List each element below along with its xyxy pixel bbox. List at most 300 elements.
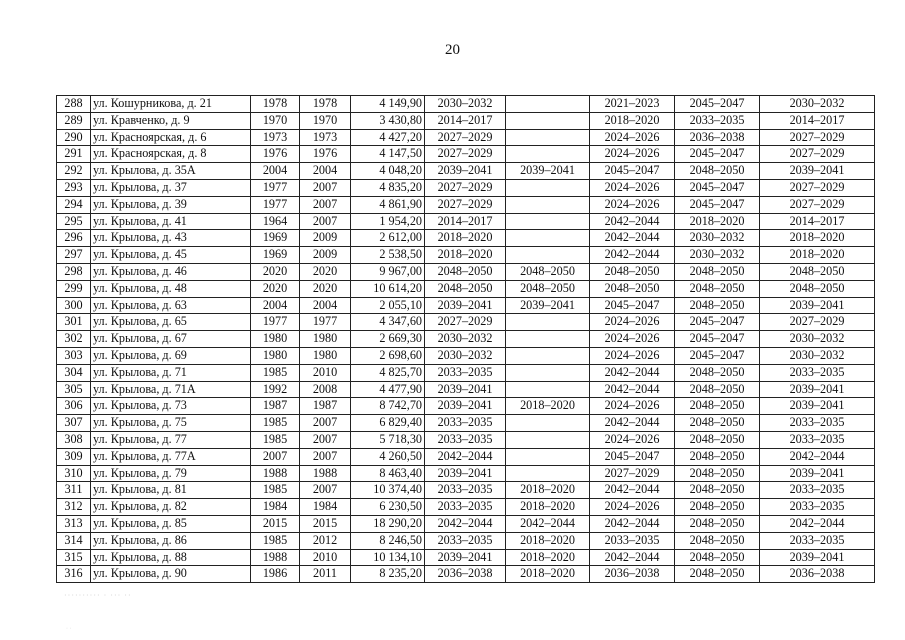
cell-period-systems: 2048–2050 [675, 163, 760, 180]
cell-year-commissioned: 1988 [300, 465, 351, 482]
cell-address: ул. Крылова, д. 73 [91, 398, 251, 415]
cell-period-elevator [506, 129, 590, 146]
cell-year-commissioned: 2010 [300, 364, 351, 381]
cell-period-elevator [506, 247, 590, 264]
cell-year-commissioned: 2007 [300, 482, 351, 499]
cell-period-roof: 2030–2032 [425, 347, 506, 364]
cell-year-commissioned: 2015 [300, 515, 351, 532]
table-row [57, 112, 875, 129]
cell-floor-area: 10 134,10 [351, 549, 425, 566]
cell-year-built: 2020 [251, 280, 300, 297]
cell-period-systems: 2048–2050 [675, 566, 760, 583]
cell-floor-area: 8 235,20 [351, 566, 425, 583]
table-row [57, 297, 875, 314]
cell-period-overall: 2027–2029 [760, 196, 875, 213]
cell-year-commissioned: 2007 [300, 448, 351, 465]
cell-address: ул. Красноярская, д. 8 [91, 146, 251, 163]
cell-period-elevator [506, 448, 590, 465]
cell-row-number: 296 [57, 230, 91, 247]
cell-period-systems: 2048–2050 [675, 515, 760, 532]
cell-period-roof: 2039–2041 [425, 297, 506, 314]
cell-address: ул. Крылова, д. 63 [91, 297, 251, 314]
cell-period-overall: 2030–2032 [760, 331, 875, 348]
cell-period-facade: 2042–2044 [590, 364, 675, 381]
cell-period-roof: 2033–2035 [425, 482, 506, 499]
cell-floor-area: 6 230,50 [351, 499, 425, 516]
cell-period-overall: 2039–2041 [760, 465, 875, 482]
cell-floor-area: 10 374,40 [351, 482, 425, 499]
cell-year-built: 1987 [251, 398, 300, 415]
cell-period-roof: 2027–2029 [425, 179, 506, 196]
cell-year-built: 2007 [251, 448, 300, 465]
cell-year-built: 1969 [251, 230, 300, 247]
cell-address: ул. Крылова, д. 46 [91, 263, 251, 280]
cell-period-elevator: 2048–2050 [506, 263, 590, 280]
housing-registry-table [56, 95, 875, 583]
cell-floor-area: 8 742,70 [351, 398, 425, 415]
cell-period-facade: 2045–2047 [590, 163, 675, 180]
cell-floor-area: 2 698,60 [351, 347, 425, 364]
cell-period-elevator [506, 179, 590, 196]
cell-year-commissioned: 2009 [300, 230, 351, 247]
cell-period-overall: 2030–2032 [760, 96, 875, 113]
cell-period-facade: 2045–2047 [590, 448, 675, 465]
cell-period-systems: 2045–2047 [675, 179, 760, 196]
cell-period-overall: 2033–2035 [760, 364, 875, 381]
cell-period-systems: 2048–2050 [675, 482, 760, 499]
cell-year-built: 1985 [251, 364, 300, 381]
cell-floor-area: 2 612,00 [351, 230, 425, 247]
cell-period-systems: 2030–2032 [675, 247, 760, 264]
cell-period-elevator: 2018–2020 [506, 532, 590, 549]
cell-row-number: 311 [57, 482, 91, 499]
cell-period-systems: 2045–2047 [675, 96, 760, 113]
cell-address: ул. Крылова, д. 45 [91, 247, 251, 264]
cell-year-commissioned: 2012 [300, 532, 351, 549]
cell-period-overall: 2039–2041 [760, 398, 875, 415]
cell-year-built: 1985 [251, 431, 300, 448]
cell-address: ул. Крылова, д. 65 [91, 314, 251, 331]
cell-year-commissioned: 1973 [300, 129, 351, 146]
cell-year-commissioned: 2010 [300, 549, 351, 566]
cell-period-systems: 2030–2032 [675, 230, 760, 247]
table-row [57, 179, 875, 196]
cell-year-commissioned: 1978 [300, 96, 351, 113]
cell-period-systems: 2048–2050 [675, 549, 760, 566]
cell-period-systems: 2048–2050 [675, 381, 760, 398]
cell-address: ул. Крылова, д. 71 [91, 364, 251, 381]
cell-period-overall: 2018–2020 [760, 230, 875, 247]
cell-period-facade: 2048–2050 [590, 280, 675, 297]
cell-year-built: 1970 [251, 112, 300, 129]
cell-year-built: 1988 [251, 465, 300, 482]
cell-period-elevator [506, 314, 590, 331]
cell-period-facade: 2024–2026 [590, 398, 675, 415]
faint-footnote-mark: ·········· · ··· ·· [64, 591, 132, 600]
cell-period-roof: 2014–2017 [425, 112, 506, 129]
cell-period-overall: 2042–2044 [760, 448, 875, 465]
cell-year-built: 1984 [251, 499, 300, 516]
cell-period-facade: 2024–2026 [590, 499, 675, 516]
cell-year-built: 2004 [251, 297, 300, 314]
table-row [57, 566, 875, 583]
table-row [57, 146, 875, 163]
cell-year-commissioned: 2007 [300, 179, 351, 196]
cell-floor-area: 9 967,00 [351, 263, 425, 280]
cell-row-number: 293 [57, 179, 91, 196]
cell-period-elevator: 2018–2020 [506, 499, 590, 516]
cell-floor-area: 1 954,20 [351, 213, 425, 230]
cell-period-systems: 2045–2047 [675, 331, 760, 348]
cell-row-number: 292 [57, 163, 91, 180]
cell-period-facade: 2042–2044 [590, 515, 675, 532]
cell-period-roof: 2036–2038 [425, 566, 506, 583]
cell-address: ул. Крылова, д. 81 [91, 482, 251, 499]
cell-period-overall: 2033–2035 [760, 532, 875, 549]
cell-floor-area: 4 149,90 [351, 96, 425, 113]
cell-period-systems: 2048–2050 [675, 532, 760, 549]
cell-period-roof: 2033–2035 [425, 499, 506, 516]
cell-floor-area: 4 835,20 [351, 179, 425, 196]
cell-row-number: 315 [57, 549, 91, 566]
cell-address: ул. Крылова, д. 69 [91, 347, 251, 364]
cell-period-systems: 2036–2038 [675, 129, 760, 146]
cell-address: ул. Крылова, д. 82 [91, 499, 251, 516]
cell-period-overall: 2042–2044 [760, 515, 875, 532]
cell-period-overall: 2036–2038 [760, 566, 875, 583]
cell-period-roof: 2027–2029 [425, 196, 506, 213]
cell-period-elevator [506, 230, 590, 247]
table-row [57, 482, 875, 499]
cell-period-facade: 2042–2044 [590, 381, 675, 398]
cell-year-built: 1977 [251, 314, 300, 331]
cell-period-facade: 2048–2050 [590, 263, 675, 280]
cell-row-number: 298 [57, 263, 91, 280]
cell-year-built: 2020 [251, 263, 300, 280]
cell-period-facade: 2033–2035 [590, 532, 675, 549]
cell-row-number: 307 [57, 415, 91, 432]
cell-period-facade: 2024–2026 [590, 431, 675, 448]
cell-row-number: 302 [57, 331, 91, 348]
cell-year-commissioned: 2004 [300, 297, 351, 314]
cell-period-overall: 2014–2017 [760, 213, 875, 230]
cell-period-elevator [506, 112, 590, 129]
cell-row-number: 304 [57, 364, 91, 381]
cell-year-built: 1977 [251, 179, 300, 196]
cell-period-overall: 2027–2029 [760, 314, 875, 331]
cell-address: ул. Крылова, д. 90 [91, 566, 251, 583]
cell-year-built: 1973 [251, 129, 300, 146]
cell-floor-area: 18 290,20 [351, 515, 425, 532]
table-row [57, 347, 875, 364]
table-row [57, 280, 875, 297]
cell-period-facade: 2042–2044 [590, 549, 675, 566]
cell-period-systems: 2048–2050 [675, 415, 760, 432]
cell-floor-area: 4 048,20 [351, 163, 425, 180]
cell-period-roof: 2033–2035 [425, 431, 506, 448]
cell-row-number: 303 [57, 347, 91, 364]
cell-year-commissioned: 2007 [300, 415, 351, 432]
cell-year-commissioned: 1984 [300, 499, 351, 516]
cell-period-elevator [506, 431, 590, 448]
table-row [57, 532, 875, 549]
cell-floor-area: 4 147,50 [351, 146, 425, 163]
cell-row-number: 289 [57, 112, 91, 129]
cell-year-commissioned: 2007 [300, 431, 351, 448]
cell-period-facade: 2024–2026 [590, 347, 675, 364]
cell-period-overall: 2033–2035 [760, 482, 875, 499]
table-row [57, 263, 875, 280]
cell-period-systems: 2018–2020 [675, 213, 760, 230]
cell-row-number: 288 [57, 96, 91, 113]
cell-year-built: 1985 [251, 415, 300, 432]
cell-address: ул. Крылова, д. 88 [91, 549, 251, 566]
cell-year-commissioned: 1970 [300, 112, 351, 129]
cell-period-elevator [506, 196, 590, 213]
cell-period-roof: 2039–2041 [425, 465, 506, 482]
cell-period-elevator [506, 96, 590, 113]
cell-address: ул. Кошурникова, д. 21 [91, 96, 251, 113]
cell-row-number: 305 [57, 381, 91, 398]
cell-period-roof: 2030–2032 [425, 96, 506, 113]
cell-row-number: 314 [57, 532, 91, 549]
cell-floor-area: 2 055,10 [351, 297, 425, 314]
cell-period-roof: 2039–2041 [425, 398, 506, 415]
cell-period-roof: 2018–2020 [425, 230, 506, 247]
cell-row-number: 316 [57, 566, 91, 583]
cell-period-roof: 2048–2050 [425, 280, 506, 297]
cell-address: ул. Крылова, д. 77А [91, 448, 251, 465]
table-row [57, 448, 875, 465]
cell-year-built: 2004 [251, 163, 300, 180]
cell-period-facade: 2024–2026 [590, 196, 675, 213]
cell-period-roof: 2039–2041 [425, 549, 506, 566]
cell-period-roof: 2033–2035 [425, 364, 506, 381]
cell-period-roof: 2018–2020 [425, 247, 506, 264]
cell-address: ул. Крылова, д. 79 [91, 465, 251, 482]
table-row [57, 381, 875, 398]
cell-period-elevator: 2018–2020 [506, 482, 590, 499]
table-row [57, 465, 875, 482]
cell-period-overall: 2039–2041 [760, 381, 875, 398]
cell-year-built: 1978 [251, 96, 300, 113]
cell-period-overall: 2027–2029 [760, 146, 875, 163]
cell-year-commissioned: 1977 [300, 314, 351, 331]
cell-year-built: 1988 [251, 549, 300, 566]
cell-period-facade: 2018–2020 [590, 112, 675, 129]
cell-period-facade: 2042–2044 [590, 247, 675, 264]
cell-address: ул. Красноярская, д. 6 [91, 129, 251, 146]
cell-period-facade: 2042–2044 [590, 482, 675, 499]
cell-row-number: 309 [57, 448, 91, 465]
cell-year-commissioned: 1976 [300, 146, 351, 163]
table-row [57, 398, 875, 415]
cell-period-roof: 2033–2035 [425, 415, 506, 432]
cell-period-overall: 2033–2035 [760, 499, 875, 516]
cell-period-elevator [506, 465, 590, 482]
cell-period-facade: 2045–2047 [590, 297, 675, 314]
cell-period-roof: 2039–2041 [425, 381, 506, 398]
cell-year-commissioned: 2020 [300, 263, 351, 280]
cell-period-overall: 2048–2050 [760, 280, 875, 297]
cell-row-number: 291 [57, 146, 91, 163]
cell-year-commissioned: 2008 [300, 381, 351, 398]
cell-period-elevator: 2039–2041 [506, 163, 590, 180]
cell-row-number: 308 [57, 431, 91, 448]
table-row [57, 549, 875, 566]
cell-floor-area: 4 427,20 [351, 129, 425, 146]
table-row [57, 247, 875, 264]
cell-address: ул. Крылова, д. 39 [91, 196, 251, 213]
table-row [57, 314, 875, 331]
cell-period-overall: 2039–2041 [760, 549, 875, 566]
cell-period-overall: 2030–2032 [760, 347, 875, 364]
table-row [57, 129, 875, 146]
cell-address: ул. Крылова, д. 71А [91, 381, 251, 398]
cell-period-elevator: 2048–2050 [506, 280, 590, 297]
cell-period-facade: 2021–2023 [590, 96, 675, 113]
cell-period-systems: 2045–2047 [675, 347, 760, 364]
cell-year-built: 1986 [251, 566, 300, 583]
cell-year-built: 1980 [251, 331, 300, 348]
cell-period-systems: 2048–2050 [675, 280, 760, 297]
cell-row-number: 299 [57, 280, 91, 297]
cell-year-commissioned: 1980 [300, 347, 351, 364]
cell-year-built: 1964 [251, 213, 300, 230]
cell-period-roof: 2048–2050 [425, 263, 506, 280]
cell-period-overall: 2039–2041 [760, 163, 875, 180]
cell-year-built: 1985 [251, 532, 300, 549]
cell-year-commissioned: 1980 [300, 331, 351, 348]
cell-year-commissioned: 2004 [300, 163, 351, 180]
cell-address: ул. Крылова, д. 41 [91, 213, 251, 230]
cell-floor-area: 4 861,90 [351, 196, 425, 213]
cell-period-overall: 2027–2029 [760, 179, 875, 196]
cell-row-number: 295 [57, 213, 91, 230]
cell-period-facade: 2024–2026 [590, 146, 675, 163]
cell-period-overall: 2033–2035 [760, 431, 875, 448]
cell-period-overall: 2018–2020 [760, 247, 875, 264]
cell-period-roof: 2042–2044 [425, 448, 506, 465]
cell-floor-area: 4 347,60 [351, 314, 425, 331]
cell-period-elevator [506, 381, 590, 398]
cell-period-elevator: 2018–2020 [506, 398, 590, 415]
cell-period-facade: 2042–2044 [590, 230, 675, 247]
cell-period-systems: 2045–2047 [675, 146, 760, 163]
cell-row-number: 313 [57, 515, 91, 532]
cell-floor-area: 10 614,20 [351, 280, 425, 297]
cell-period-roof: 2042–2044 [425, 515, 506, 532]
table-row [57, 515, 875, 532]
cell-row-number: 312 [57, 499, 91, 516]
table-row [57, 96, 875, 113]
cell-period-roof: 2027–2029 [425, 314, 506, 331]
cell-address: ул. Крылова, д. 48 [91, 280, 251, 297]
cell-period-facade: 2024–2026 [590, 331, 675, 348]
cell-year-commissioned: 2009 [300, 247, 351, 264]
cell-period-roof: 2027–2029 [425, 129, 506, 146]
cell-row-number: 300 [57, 297, 91, 314]
cell-year-commissioned: 2020 [300, 280, 351, 297]
cell-address: ул. Крылова, д. 75 [91, 415, 251, 432]
cell-period-elevator [506, 146, 590, 163]
cell-period-elevator [506, 415, 590, 432]
cell-period-elevator: 2018–2020 [506, 566, 590, 583]
cell-period-elevator [506, 331, 590, 348]
cell-period-facade: 2042–2044 [590, 213, 675, 230]
cell-address: ул. Крылова, д. 67 [91, 331, 251, 348]
cell-period-facade: 2036–2038 [590, 566, 675, 583]
cell-floor-area: 4 477,90 [351, 381, 425, 398]
cell-period-overall: 2033–2035 [760, 415, 875, 432]
cell-period-elevator: 2018–2020 [506, 549, 590, 566]
cell-period-facade: 2027–2029 [590, 465, 675, 482]
cell-period-systems: 2048–2050 [675, 448, 760, 465]
cell-period-systems: 2048–2050 [675, 431, 760, 448]
cell-year-built: 1985 [251, 482, 300, 499]
cell-period-roof: 2039–2041 [425, 163, 506, 180]
cell-floor-area: 8 246,50 [351, 532, 425, 549]
cell-address: ул. Крылова, д. 86 [91, 532, 251, 549]
cell-period-elevator [506, 347, 590, 364]
cell-floor-area: 8 463,40 [351, 465, 425, 482]
cell-address: ул. Кравченко, д. 9 [91, 112, 251, 129]
cell-address: ул. Крылова, д. 85 [91, 515, 251, 532]
cell-period-elevator [506, 213, 590, 230]
cell-period-overall: 2039–2041 [760, 297, 875, 314]
cell-floor-area: 6 829,40 [351, 415, 425, 432]
cell-period-elevator: 2039–2041 [506, 297, 590, 314]
cell-period-systems: 2033–2035 [675, 112, 760, 129]
registry-body [57, 96, 875, 583]
faint-scan-mark: · · [66, 626, 72, 632]
cell-period-facade: 2024–2026 [590, 129, 675, 146]
cell-year-built: 2015 [251, 515, 300, 532]
cell-year-built: 1977 [251, 196, 300, 213]
cell-period-overall: 2027–2029 [760, 129, 875, 146]
cell-period-facade: 2024–2026 [590, 179, 675, 196]
cell-floor-area: 4 260,50 [351, 448, 425, 465]
cell-period-systems: 2045–2047 [675, 314, 760, 331]
cell-address: ул. Крылова, д. 43 [91, 230, 251, 247]
cell-address: ул. Крылова, д. 37 [91, 179, 251, 196]
cell-row-number: 294 [57, 196, 91, 213]
cell-period-systems: 2048–2050 [675, 263, 760, 280]
table-row [57, 431, 875, 448]
cell-row-number: 290 [57, 129, 91, 146]
cell-period-overall: 2048–2050 [760, 263, 875, 280]
cell-period-elevator: 2042–2044 [506, 515, 590, 532]
cell-period-roof: 2030–2032 [425, 331, 506, 348]
cell-period-systems: 2048–2050 [675, 297, 760, 314]
table-row [57, 331, 875, 348]
cell-year-commissioned: 2007 [300, 196, 351, 213]
cell-year-commissioned: 2011 [300, 566, 351, 583]
cell-period-systems: 2048–2050 [675, 398, 760, 415]
table-row [57, 364, 875, 381]
cell-floor-area: 2 669,30 [351, 331, 425, 348]
cell-row-number: 301 [57, 314, 91, 331]
page-number: 20 [445, 42, 460, 58]
cell-row-number: 310 [57, 465, 91, 482]
cell-floor-area: 3 430,80 [351, 112, 425, 129]
cell-period-elevator [506, 364, 590, 381]
cell-period-facade: 2024–2026 [590, 314, 675, 331]
table-row [57, 213, 875, 230]
cell-row-number: 306 [57, 398, 91, 415]
cell-floor-area: 2 538,50 [351, 247, 425, 264]
table-row [57, 196, 875, 213]
